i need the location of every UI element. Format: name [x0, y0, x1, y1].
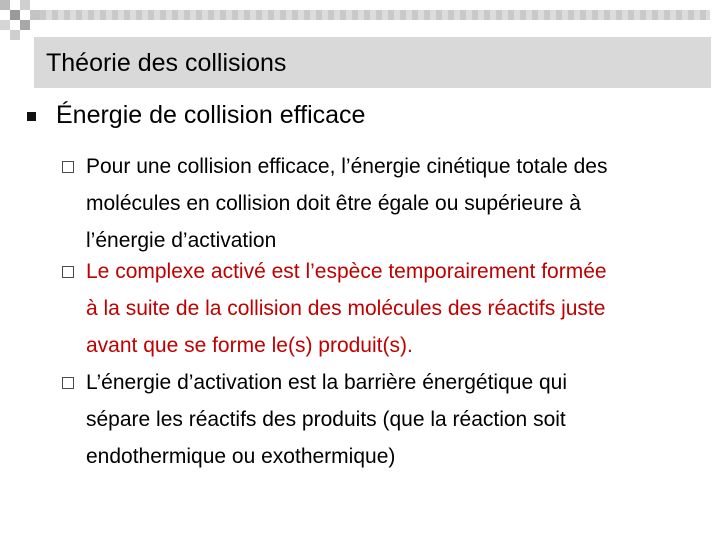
sub-bullet-item [62, 253, 702, 364]
bullet-line: L’énergie d’activation est la barrière énergétique qui [86, 371, 567, 394]
hollow-square-bullet-icon [62, 161, 74, 173]
bullet-line: avant que se forme le(s) produit(s). [86, 334, 413, 357]
bullet-line: endothermique ou exothermique) [86, 445, 396, 468]
level1-heading: Énergie de collision efficace [56, 101, 366, 129]
bullet-line: Pour une collision efficace, l’énergie cinétique totale des [86, 155, 608, 178]
sub-bullet-item [62, 364, 702, 475]
decorative-header-stripe [40, 10, 710, 20]
square-bullet-icon [27, 112, 36, 121]
bullet-line: Le complexe activé est l’espèce temporairement formée [86, 260, 607, 283]
sub-bullet-item [62, 148, 702, 259]
bullet-line: sépare les réactifs des produits (que la réaction soit [86, 408, 566, 431]
bullet-line: molécules en collision doit être égale ou supérieure à [86, 192, 581, 215]
bullet-line: l’énergie d’activation [86, 229, 277, 252]
hollow-square-bullet-icon [62, 377, 74, 389]
hollow-square-bullet-icon [62, 266, 74, 278]
slide-title: Théorie des collisions [46, 49, 287, 77]
bullet-line: à la suite de la collision des molécules des réactifs juste [86, 297, 606, 320]
